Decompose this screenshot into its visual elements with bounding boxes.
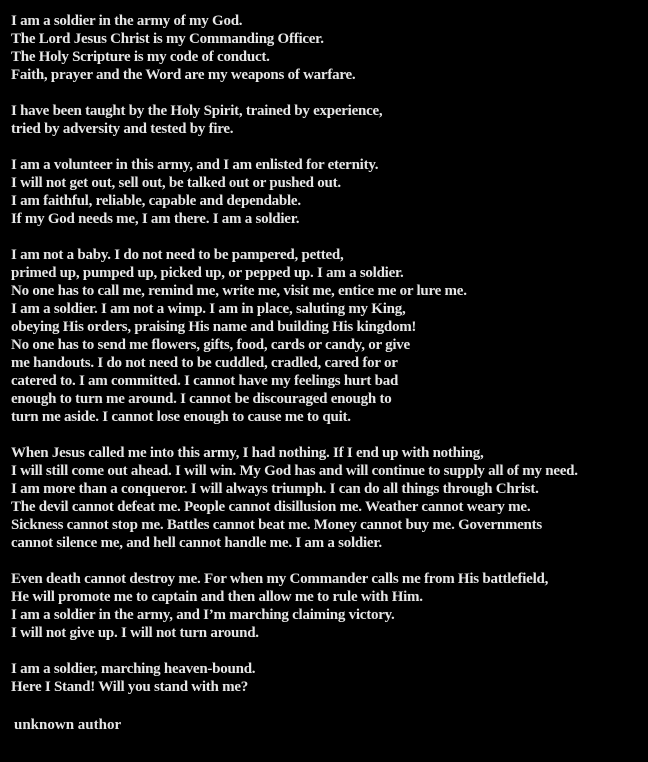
poem-document (11, 12, 644, 734)
poem-line: me handouts. I do not need to be cuddled, cradled, cared for or (11, 355, 398, 371)
poem-line: The Lord Jesus Christ is my Commanding Officer. (11, 31, 324, 47)
poem-line: Even death cannot destroy me. For when my Commander calls me from His battlefield, (11, 571, 549, 587)
poem-line: I will not get out, sell out, be talked out or pushed out. (11, 175, 341, 191)
stanza-5 (11, 444, 644, 552)
poem-line: Sickness cannot stop me. Battles cannot beat me. Money cannot buy me. Governments (11, 517, 542, 533)
poem-line: tried by adversity and tested by fire. (11, 121, 234, 137)
poem-line: I will not give up. I will not turn around. (11, 625, 259, 641)
poem-line: I have been taught by the Holy Spirit, trained by experience, (11, 103, 383, 119)
stanza-2 (11, 102, 644, 138)
poem-line: I am faithful, reliable, capable and dependable. (11, 193, 301, 209)
poem-line: catered to. I am committed. I cannot have my feelings hurt bad (11, 373, 399, 389)
poem-line: enough to turn me around. I cannot be discouraged enough to (11, 391, 392, 407)
poem-line: I am more than a conqueror. I will always triumph. I can do all things through Christ. (11, 481, 539, 497)
poem-line: The Holy Scripture is my code of conduct. (11, 49, 270, 65)
poem-line: I will still come out ahead. I will win. My God has and will continue to supply all of my need. (11, 463, 578, 479)
poem-line: I am a volunteer in this army, and I am enlisted for eternity. (11, 157, 379, 173)
poem-line: I am a soldier in the army of my God. (11, 13, 243, 29)
poem-line: Faith, prayer and the Word are my weapons of warfare. (11, 67, 356, 83)
poem-line: When Jesus called me into this army, I had nothing. If I end up with nothing, (11, 445, 484, 461)
poem-line: The devil cannot defeat me. People cannot disillusion me. Weather cannot weary me. (11, 499, 531, 515)
poem-line: I am not a baby. I do not need to be pampered, petted, (11, 247, 344, 263)
poem-line: I am a soldier. I am not a wimp. I am in place, saluting my King, (11, 301, 406, 317)
stanza-4 (11, 246, 644, 426)
stanza-6 (11, 570, 644, 642)
poem-line: cannot silence me, and hell cannot handle me. I am a soldier. (11, 535, 382, 551)
poem-line: obeying His orders, praising His name and building His kingdom! (11, 319, 417, 335)
poem-line: If my God needs me, I am there. I am a soldier. (11, 211, 300, 227)
poem-line: primed up, pumped up, picked up, or pepped up. I am a soldier. (11, 265, 404, 281)
poem-line: turn me aside. I cannot lose enough to cause me to quit. (11, 409, 351, 425)
poem-line: I am a soldier in the army, and I’m marching claiming victory. (11, 607, 395, 623)
poem-line: No one has to call me, remind me, write me, visit me, entice me or lure me. (11, 283, 467, 299)
poem-line: No one has to send me flowers, gifts, food, cards or candy, or give (11, 337, 410, 353)
poem-line: I am a soldier, marching heaven-bound. (11, 661, 256, 677)
poem-line: He will promote me to captain and then allow me to rule with Him. (11, 589, 423, 605)
author-credit: unknown author (14, 717, 122, 733)
stanza-1 (11, 12, 644, 84)
stanza-3 (11, 156, 644, 228)
poem-line: Here I Stand! Will you stand with me? (11, 679, 249, 695)
stanza-7 (11, 660, 644, 696)
